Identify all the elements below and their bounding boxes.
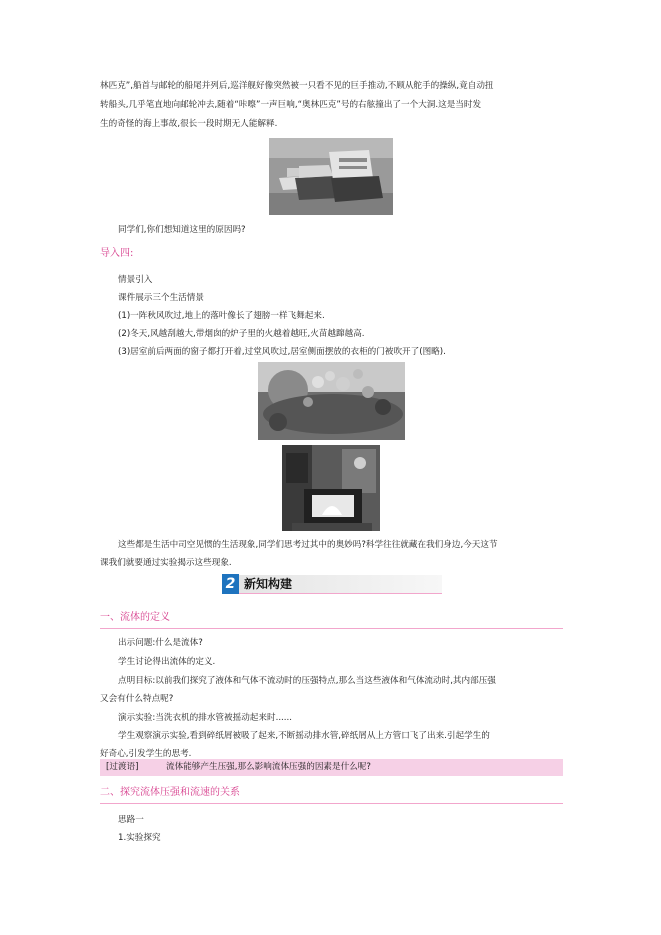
banner-title: 新知构建	[244, 577, 293, 591]
fireplace-photo	[282, 445, 380, 531]
paragraph-line: 转船头,几乎笔直地向邮轮冲去,随着“咔嚓”一声巨响,“奥林匹克”号的右舷撞出了一个大洞.这是当时发	[100, 100, 482, 110]
question-text: 同学们,你们想知道这里的原因吗?	[118, 225, 246, 235]
transition-tag: [过渡语]	[106, 762, 139, 772]
list-item: (2)冬天,风越刮越大,带烟囱的炉子里的火越着越旺,火苗越蹿越高.	[118, 329, 365, 339]
summary-line: 这些都是生活中司空见惯的生活现象,同学们思考过其中的奥妙吗?科学往往就藏在我们身边,今天这节	[118, 540, 498, 550]
paragraph-line: 生的奇怪的海上事故,很长一段时期无人能解释.	[100, 119, 278, 129]
section-heading-1: 一、流体的定义	[100, 612, 170, 623]
summary-line: 课我们就要通过实验揭示这些现象.	[100, 558, 232, 568]
section-heading-2: 二、探究流体压强和流速的关系	[100, 787, 240, 798]
transition-bar	[100, 759, 563, 776]
paragraph: 学生讨论得出流体的定义.	[118, 657, 216, 667]
paragraph: 1.实验探究	[118, 833, 161, 843]
leaves-photo	[258, 362, 405, 440]
intro-lead: 课件展示三个生活情景	[118, 293, 204, 303]
list-item: (1)一阵秋风吹过,地上的落叶像长了翅膀一样飞舞起来.	[118, 311, 325, 321]
ships-photo	[269, 138, 393, 215]
paragraph-line: 好奇心,引发学生的思考.	[100, 749, 192, 759]
paragraph-line: 林匹克”,船首与邮轮的船尾并列后,巡洋舰好像突然被一只看不见的巨手推动,不顾从舵手的操纵,竟自动扭	[100, 81, 494, 91]
section-heading-intro4: 导入四:	[100, 248, 134, 259]
paragraph: 出示问题:什么是流体?	[118, 638, 203, 648]
transition-text: 流体能够产生压强,那么影响流体压强的因素是什么呢?	[166, 762, 371, 772]
intro-label: 情景引入	[118, 275, 153, 285]
section-divider	[100, 803, 563, 804]
list-item: (3)居室前后两面的窗子都打开着,过堂风吹过,居室侧面摆放的衣柜的门被吹开了(图略).	[118, 347, 446, 357]
paragraph: 思路一	[118, 815, 144, 825]
paragraph-line: 点明目标:以前我们探究了液体和气体不流动时的压强特点,那么当这些液体和气体流动时,其内部压强	[118, 676, 496, 686]
paragraph-line: 学生观察演示实验,看到碎纸屑被吸了起来,不断摇动排水管,碎纸屑从上方管口飞了出来.引起学生的	[118, 731, 490, 741]
section-banner	[222, 574, 442, 594]
banner-number-badge: 2	[222, 574, 239, 594]
paragraph: 演示实验:当洗衣机的排水管被摇动起来时......	[118, 713, 292, 723]
paragraph-line: 又会有什么特点呢?	[100, 694, 174, 704]
section-divider	[100, 628, 563, 629]
